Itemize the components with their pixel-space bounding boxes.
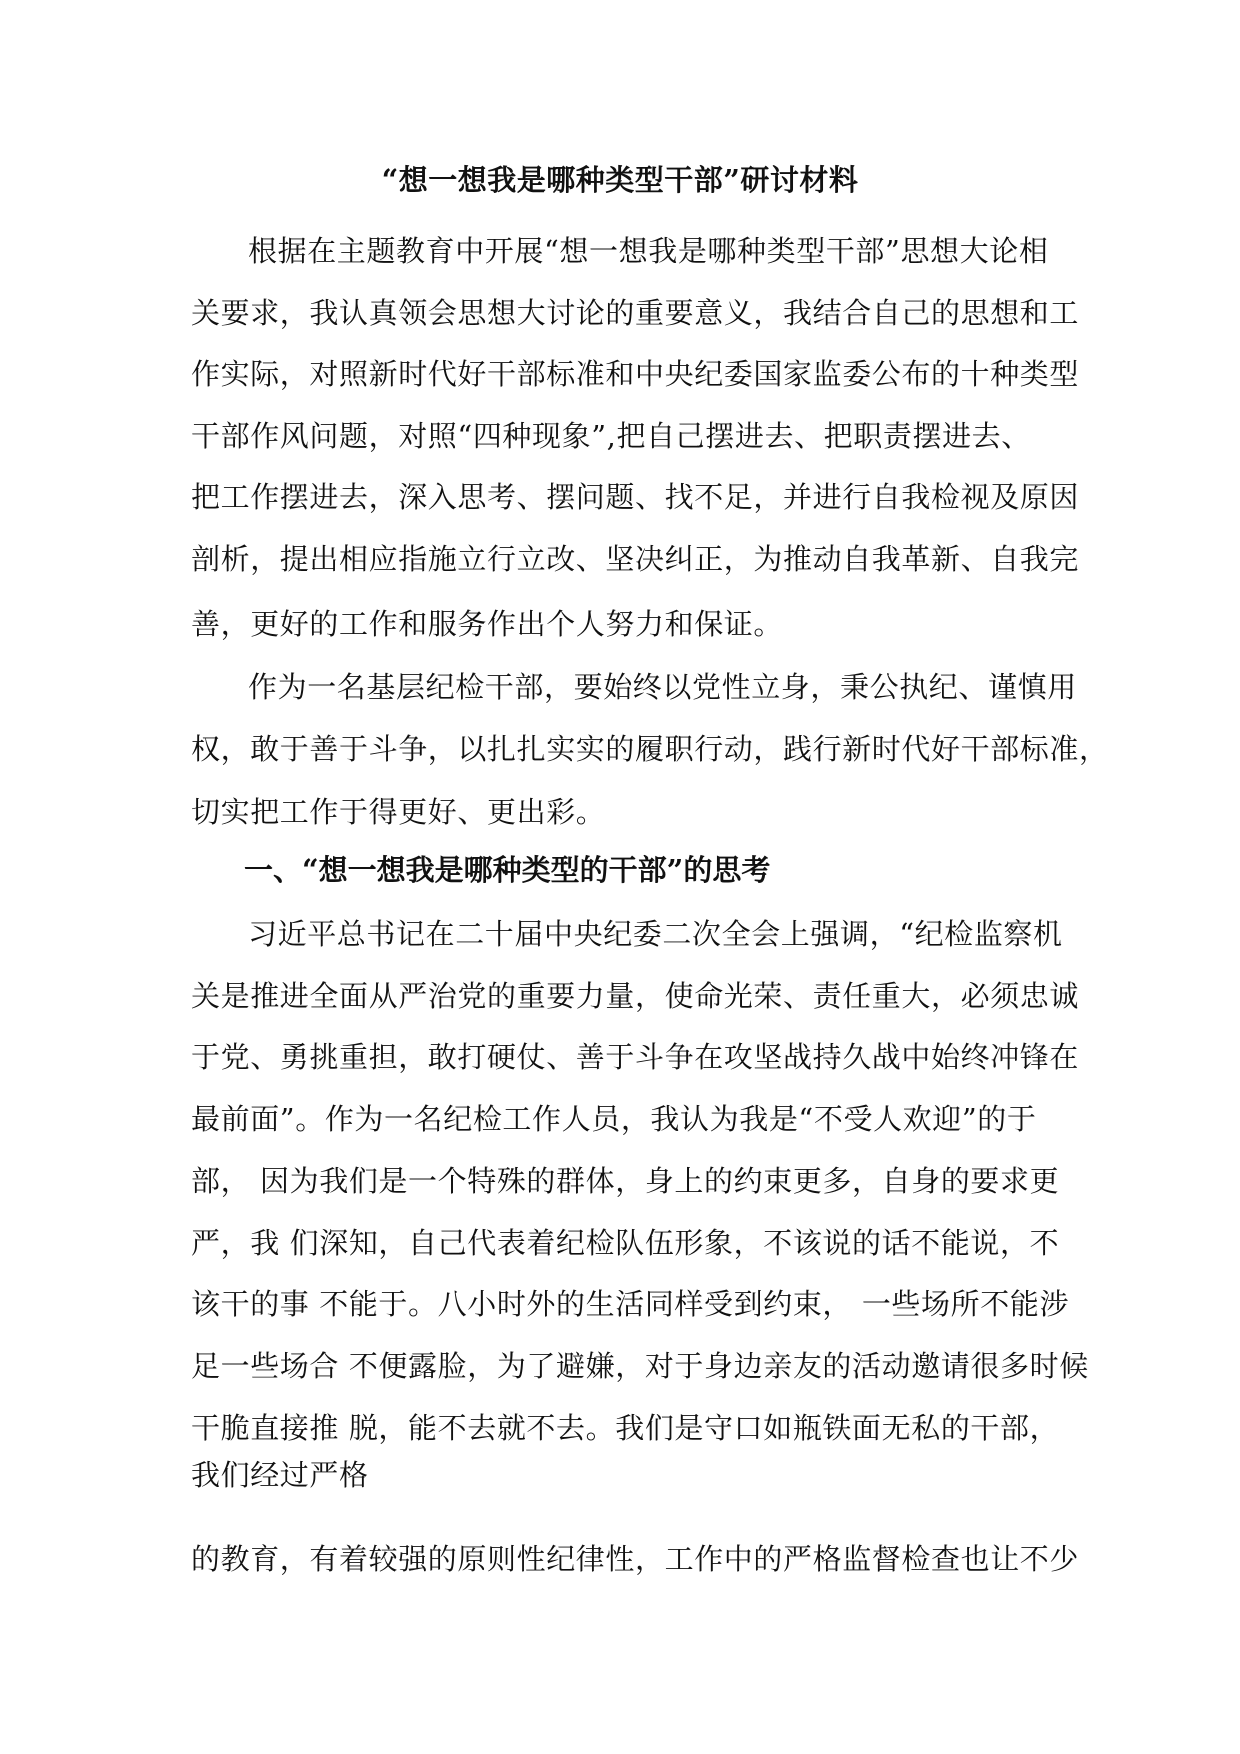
paragraph-1-line: 把工作摆进去，深入思考、摆问题、找不足，并进行自我检视及原因 (191, 480, 1080, 514)
paragraph-1-line: 善，更好的工作和服务作出个人努力和保证。 (191, 607, 784, 641)
document-title: “想一想我是哪种类型干部”研讨材料 (381, 163, 859, 197)
paragraph-2-line: 作为一名基层纪检干部，要始终以党性立身，秉公执纪、谨慎用 (248, 670, 1077, 704)
paragraph-2-line: 切实把工作于得更好、更出彩。 (191, 795, 606, 829)
paragraph-3-line: 该干的事 不能于。八小时外的生活同样受到约束， 一些场所不能涉 (191, 1287, 1070, 1321)
paragraph-3-line: 的教育，有着较强的原则性纪律性，工作中的严格监督检查也让不少 (191, 1542, 1080, 1576)
paragraph-3-line: 足一些场合 不便露脸，为了避嫌，对于身边亲友的活动邀请很多时候 (191, 1349, 1089, 1383)
paragraph-1-line: 根据在主题教育中开展“想一想我是哪种类型干部”思想大论相 (248, 234, 1049, 268)
paragraph-3-line: 部， 因为我们是一个特殊的群体，身上的约束更多，自身的要求更 (191, 1164, 1060, 1198)
section-heading: 一、“想一想我是哪种类型的干部”的思考 (244, 853, 771, 887)
paragraph-3-line: 关是推进全面从严治党的重要力量，使命光荣、责任重大，必须忠诚 (191, 979, 1080, 1013)
paragraph-3-line: 最前面”。作为一名纪检工作人员，我认为我是“不受人欢迎”的于 (191, 1102, 1037, 1136)
paragraph-3-line: 干脆直接推 脱，能不去就不去。我们是守口如瓶铁面无私的干部， (191, 1411, 1060, 1445)
paragraph-1-line: 干部作风问题，对照“四种现象”,把自己摆进去、把职责摆进去、 (191, 419, 1031, 453)
paragraph-3-line: 习近平总书记在二十届中央纪委二次全会上强调，“纪检监察机 (248, 917, 1063, 951)
paragraph-3-line: 我们经过严格 (191, 1458, 369, 1492)
paragraph-3-line: 严，我 们深知，自己代表着纪检队伍形象，不该说的话不能说，不 (191, 1226, 1060, 1260)
paragraph-3-line: 于党、勇挑重担，敢打硬仗、善于斗争在攻坚战持久战中始终冲锋在 (191, 1040, 1080, 1074)
paragraph-1-line: 关要求，我认真领会思想大讨论的重要意义，我结合自己的思想和工 (191, 296, 1080, 330)
paragraph-1-line: 作实际，对照新时代好干部标准和中央纪委国家监委公布的十种类型 (191, 357, 1080, 391)
paragraph-2-line: 权，敢于善于斗争，以扎扎实实的履职行动，践行新时代好干部标准， (191, 732, 1109, 766)
paragraph-1-line: 剖析，提出相应指施立行立改、坚决纠正，为推动自我革新、自我完 (191, 542, 1080, 576)
